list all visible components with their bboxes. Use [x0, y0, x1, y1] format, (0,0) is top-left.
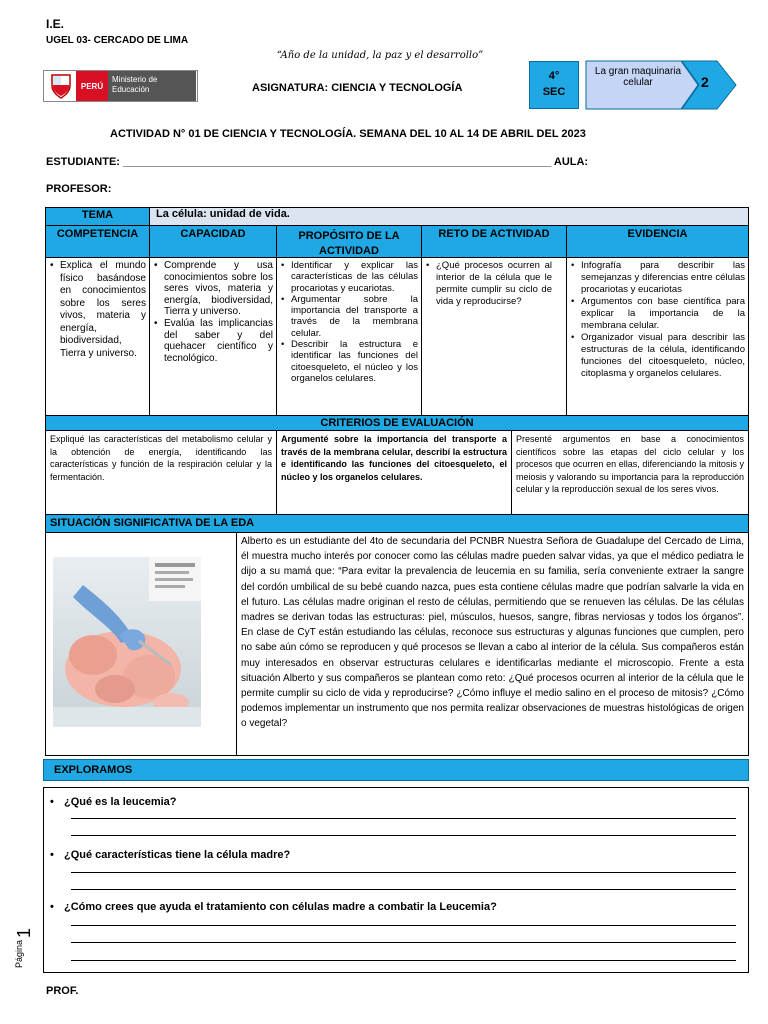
student-line: ESTUDIANTE: ______________________________________________________________________ AULA:	[46, 156, 589, 168]
ugel-label: UGEL 03- CERCADO DE LIMA	[46, 35, 189, 46]
criterio-3: Presenté argumentos en base a conocimientos científicos sobre las etapas del ciclo celular y los procesos que ocurren en ellas, diferenciando la mitosis y meiosis y valorando su importancia para la reproducción celular y la reproducción sexual de los seres vivos.	[516, 434, 744, 494]
situacion-image-cell	[46, 533, 237, 755]
answer-line[interactable]	[71, 960, 736, 961]
page-label: Página	[14, 939, 24, 968]
footer-prof: PROF.	[46, 985, 79, 997]
tema-row	[46, 208, 748, 226]
coat-of-arms-icon	[46, 71, 76, 101]
situacion-header: SITUACIÓN SIGNIFICATIVA DE LA EDA	[46, 515, 748, 532]
question-1: • ¿Qué es la leucemia?	[64, 796, 177, 808]
evidencia-cell	[567, 258, 748, 415]
logo-ministry: Ministerio de Educación	[108, 71, 196, 101]
grade: 4°	[548, 70, 560, 82]
school-label: I.E.	[46, 17, 65, 31]
tema-value: La célula: unidad de vida.	[150, 208, 748, 225]
evidencia-item: • Infografía para describir las semejanzas y diferencias entre células procariotas y eucariotas	[571, 260, 745, 296]
logo-country: PERÚ	[76, 71, 108, 101]
header-proposito: PROPÓSITO DE LA ACTIVIDAD	[277, 226, 422, 257]
tema-label: TEMA	[46, 208, 150, 225]
criterios-row	[46, 431, 748, 515]
level: SEC	[542, 86, 566, 98]
capacidad-item: • Comprende y usa conocimientos sobre los seres vivos, materia y energía, biodiversidad, Tierra y universo.	[154, 260, 273, 318]
page-number: 1	[14, 927, 34, 938]
answer-line[interactable]	[71, 872, 736, 873]
situacion-row	[46, 533, 748, 755]
evidencia-item: • Organizador visual para describir las estructuras de la célula, identificando funciones del citoesqueleto, núcleo, citoplasma y organelos celulares.	[571, 332, 745, 380]
capacidad-item: • Evalúa las implicancias del saber y del quehacer científico y tecnológico.	[154, 318, 273, 364]
unit-number: 2	[701, 74, 709, 90]
situacion-text: Alberto es un estudiante del 4to de secundaria del PCNBR Nuestra Señora de Guadalupe del Cercado de Lima, él muestra mucho interés por conocer como las células madre pueden salvar vidas, ya que el médico pediatra le dijo a su mamá que: “Para evitar la prevalencia de leucemia en su familia, sería conveniente extraer la sangre del cordón umbilical de su bebé cuando nazca, pues esta contiene células madre que podrían salvarle la vida en el futuro. Las células madre originan el resto de células, permitiendo que se renueven las células. De las células madres se derivan todas las estructuras: piel, músculos, huesos, sangre, fibras nerviosas y todos los órganos”. En clase de CyT están estudiando las células, reconoce sus estructuras y algunas funciones que cumplen, pero no sabe aún cómo se reproducen y qué procesos se llevan a cabo al interior de la célula. Sus compañeros están muy interesados en observar estructuras celulares e identificarlas mediante el microscopio. Frente a esta situación Alberto y sus compañeros se plantean como reto: ¿Qué procesos ocurren al interior de la célula que le permite cumplir su ciclo de vida y reproducirse? ¿Cómo influye el medio salino en el proceso de mitosis? ¿Cómo podemos implementar un instrumento que nos permita realizar observaciones de muestras histológicas de origen o vegetal?	[241, 536, 744, 730]
newborn-photo	[53, 557, 201, 727]
answer-line[interactable]	[71, 835, 736, 836]
criterio-2: Argumenté sobre la importancia del transporte a través de la membrana celular, describí la estructura e identificando las funciones del citoesqueleto, el núcleo y los organelos celulares.	[277, 431, 512, 514]
explore-header: EXPLORAMOS	[43, 759, 749, 781]
header-capacidad: CAPACIDAD	[150, 226, 277, 257]
header-evidencia: EVIDENCIA	[567, 226, 748, 257]
unit-title: La gran maquinaria celular	[594, 66, 682, 88]
activity-title: ACTIVIDAD N° 01 DE CIENCIA Y TECNOLOGÍA. SEMANA DEL 10 AL 14 DE ABRIL DEL 2023	[110, 128, 586, 140]
answer-line[interactable]	[71, 925, 736, 926]
criterios-header-row	[46, 416, 748, 431]
activity-table	[45, 207, 749, 756]
question-2: • ¿Qué características tiene la célula madre?	[64, 849, 290, 861]
reto-item: • ¿Qué procesos ocurren al interior de la célula que le permite cumplir su ciclo de vida y reproducirse?	[426, 260, 552, 308]
columns-header	[46, 226, 748, 258]
criterios-header: CRITERIOS DE EVALUACIÓN	[46, 416, 748, 430]
teacher-label: PROFESOR:	[46, 183, 112, 195]
year-motto: “Año de la unidad, la paz y el desarrollo”	[276, 50, 484, 61]
proposito-item: • Describir la estructura e identificar las funciones del citoesqueleto, el núcleo y los organelos celulares.	[281, 339, 418, 384]
proposito-item: • Identificar y explicar las características de las células procariotas y eucariotas.	[281, 260, 418, 294]
situacion-header-row	[46, 515, 748, 533]
questions-box	[43, 787, 749, 973]
grade-box	[529, 61, 579, 109]
evidencia-item: • Argumentos con base científica para explicar la importancia de la membrana celular.	[571, 296, 745, 332]
ministry-logo	[43, 70, 198, 102]
proposito-item: • Argumentar sobre la importancia del transporte a través de la membrana celular.	[281, 294, 418, 339]
header-competencia: COMPETENCIA	[46, 226, 150, 257]
answer-line[interactable]	[71, 889, 736, 890]
columns-body	[46, 258, 748, 416]
answer-line[interactable]	[71, 818, 736, 819]
answer-line[interactable]	[71, 942, 736, 943]
criterio-1: Expliqué las características del metabolismo celular y la obtención de energía, identificando las características y función de la respiración celular y la fermentación.	[46, 431, 277, 514]
reto-cell	[422, 258, 567, 415]
header-reto: RETO DE ACTIVIDAD	[422, 226, 567, 257]
competencia-cell	[46, 258, 150, 415]
unit-number-arrow	[681, 60, 737, 110]
competencia-item: • Explica el mundo físico basándose en conocimientos sobre los seres vivos, materia y energía, biodiversidad, Tierra y universo.	[50, 260, 146, 360]
proposito-cell	[277, 258, 422, 415]
question-3: • ¿Cómo crees que ayuda el tratamiento con células madre a combatir la Leucemia?	[64, 901, 497, 913]
page-indicator	[14, 928, 34, 968]
capacidad-cell	[150, 258, 277, 415]
subject-title: ASIGNATURA: CIENCIA Y TECNOLOGÍA	[252, 82, 463, 94]
